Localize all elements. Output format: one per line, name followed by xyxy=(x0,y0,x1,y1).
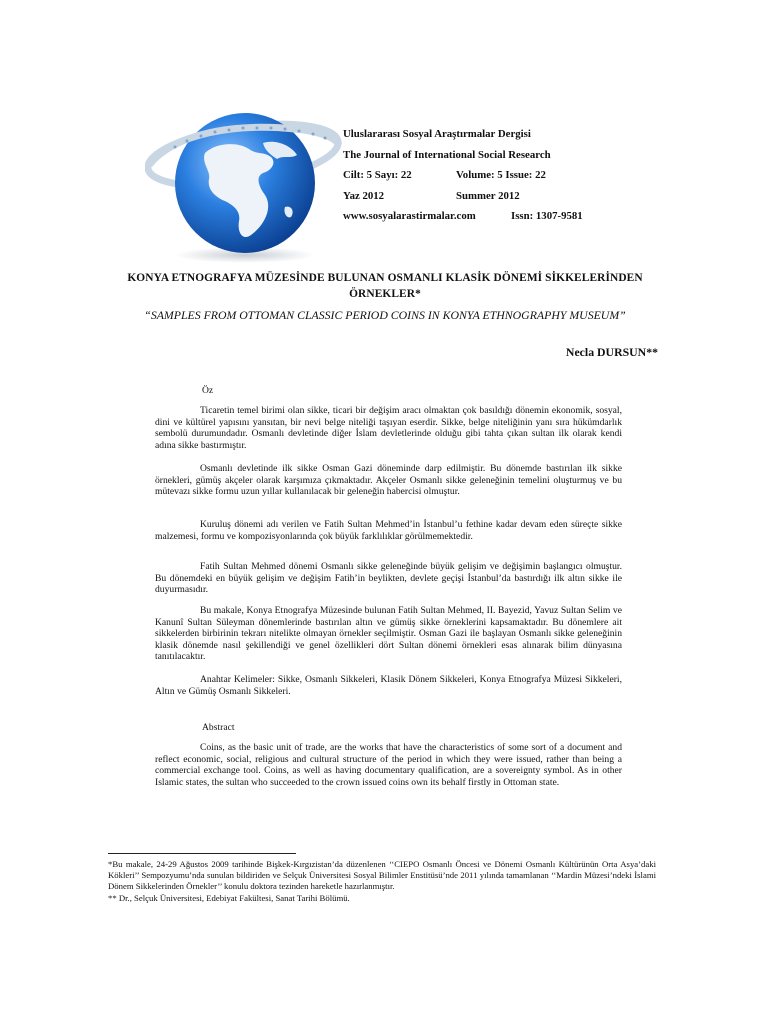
journal-info xyxy=(343,124,643,227)
footnote-2: ** Dr., Selçuk Üniversitesi, Edebiyat Fakültesi, Sanat Tarihi Bölümü. xyxy=(108,892,350,903)
footnotes xyxy=(108,859,656,904)
journal-name-tr: Uluslararası Sosyal Araştırmalar Dergisi xyxy=(343,128,531,140)
oz-paragraph-5: Bu makale, Konya Etnografya Müzesinde bulunan Fatih Sultan Mehmed, II. Bayezid, Yavuz Sultan Selim ve Kanunî Sultan Süleyman dönemlerinde bastırılan altın ve gümüş sikke örneklerini kapsamaktadır. Bu dönemlere ait sikkelerden birbirinin tekrarı nitelikte olmayan örnekler seçilmiştir. Osman Gazi ile başlayan Osmanlı sikke geleneğinin klasik dönemde nasıl şekillendiği ve genel özellikleri dört Sultan dönemi örnekleri esas alınarak bilim dünyasına tanıtılacaktır. xyxy=(155,605,622,663)
season-en: Summer 2012 xyxy=(456,189,520,202)
oz-heading: Öz xyxy=(202,385,214,396)
cilt-sayi: Cilt: 5 Sayı: 22 xyxy=(343,169,412,181)
journal-issn: Issn: 1307-9581 xyxy=(511,210,583,222)
keywords: Anahtar Kelimeler: Sikke, Osmanlı Sikkeleri, Klasik Dönem Sikkeleri, Konya Etnografya Müzesi Sikkeleri, Altın ve Gümüş Osmanlı Sikkeleri. xyxy=(155,674,622,697)
oz-paragraph-1: Ticaretin temel birimi olan sikke, ticari bir değişim aracı olmaktan çok basıldığı dönemin ekonomik, sosyal, dini ve kültürel yapısını yansıtan, bir nevi belge niteliği taşıyan eserdir. Sikke, belge niteliğinin yanı sıra hükümdarlık sembolü durumundadır. Osmanlı devletinde diğer İslam devletlerinde olduğu gibi tahta çıkan sultan ilk olarak kendi adına sikke bastırmıştır. xyxy=(155,405,622,451)
footnote-1: *Bu makale, 24-29 Ağustos 2009 tarihinde Bişkek-Kırgızistan’da düzenlenen ‘‘CIEPO Osmanlı Öncesi ve Dönemi Osmanlı Kültürünün Orta Asya’daki Kökleri’’ Sempozyumu’nda sunulan bildiriden ve Selçuk Üniversitesi Sosyal Bilimler Enstitüsü’nde 2011 yılında tamamlanan ‘‘Mardin Müzesi’ndeki İslami Dönem Sikkelerinden Örnekler’’ konulu doktora tezinden hareketle hazırlanmıştır. xyxy=(108,859,656,892)
oz-paragraph-4: Fatih Sultan Mehmed dönemi Osmanlı sikke geleneğinde büyük gelişim ve değişimin başlangıcı olmuştur. Bu dönemdeki en büyük gelişim ve değişim Fatih’in beylikten, devlete geçişi İstanbul’da bastırdığı ilk altın sikke ile duyurmasıdır. xyxy=(155,561,622,596)
oz-paragraph-2: Osmanlı devletinde ilk sikke Osman Gazi döneminde darp edilmiştir. Bu dönemde bastırılan ilk sikke örnekleri, gümüş akçeler olarak karşımıza çıkmaktadır. Akçeler Osmanlı sikke geleneğinin temelini oluşturmuş ve bu mütevazı sikke formu uzun yıllar kullanılacak bir geleneğin habercisi olmuştur. xyxy=(155,463,622,498)
volume-issue: Volume: 5 Issue: 22 xyxy=(456,169,546,181)
author-name: Necla DURSUN** xyxy=(565,345,658,359)
article-title-tr: KONYA ETNOGRAFYA MÜZESİNDE BULUNAN OSMANLI KLASİK DÖNEMİ SİKKELERİNDEN ÖRNEKLER* xyxy=(127,272,643,300)
article-title-en: “SAMPLES FROM OTTOMAN CLASSIC PERIOD COINS IN KONYA ETHNOGRAPHY MUSEUM” xyxy=(144,308,626,322)
journal-name-en: The Journal of International Social Research xyxy=(343,148,551,161)
footnote-rule xyxy=(108,853,296,854)
journal-globe-logo xyxy=(145,95,343,265)
journal-website: www.sosyalarastirmalar.com xyxy=(343,210,476,222)
abstract-heading: Abstract xyxy=(202,722,235,733)
oz-paragraph-3: Kuruluş dönemi adı verilen ve Fatih Sultan Mehmed’in İstanbul’u fethine kadar devam eden süreçte sikke malzemesi, formu ve kompozisyonlarında çok büyük farklılıklar görülmemektedir. xyxy=(155,519,622,542)
season-tr: Yaz 2012 xyxy=(343,189,385,202)
abstract-paragraph: Coins, as the basic unit of trade, are the works that have the characteristics of some sort of a document and reflect economic, social, religious and cultural structure of the period in which they were issued, rather than being a commercial exchange tool. Coins, as well as having documentary qualification, are a sovereignty symbol. As in other Islamic states, the sultan who succeeded to the crown issued coins own its behalf firstly in Ottoman state. xyxy=(155,742,622,788)
